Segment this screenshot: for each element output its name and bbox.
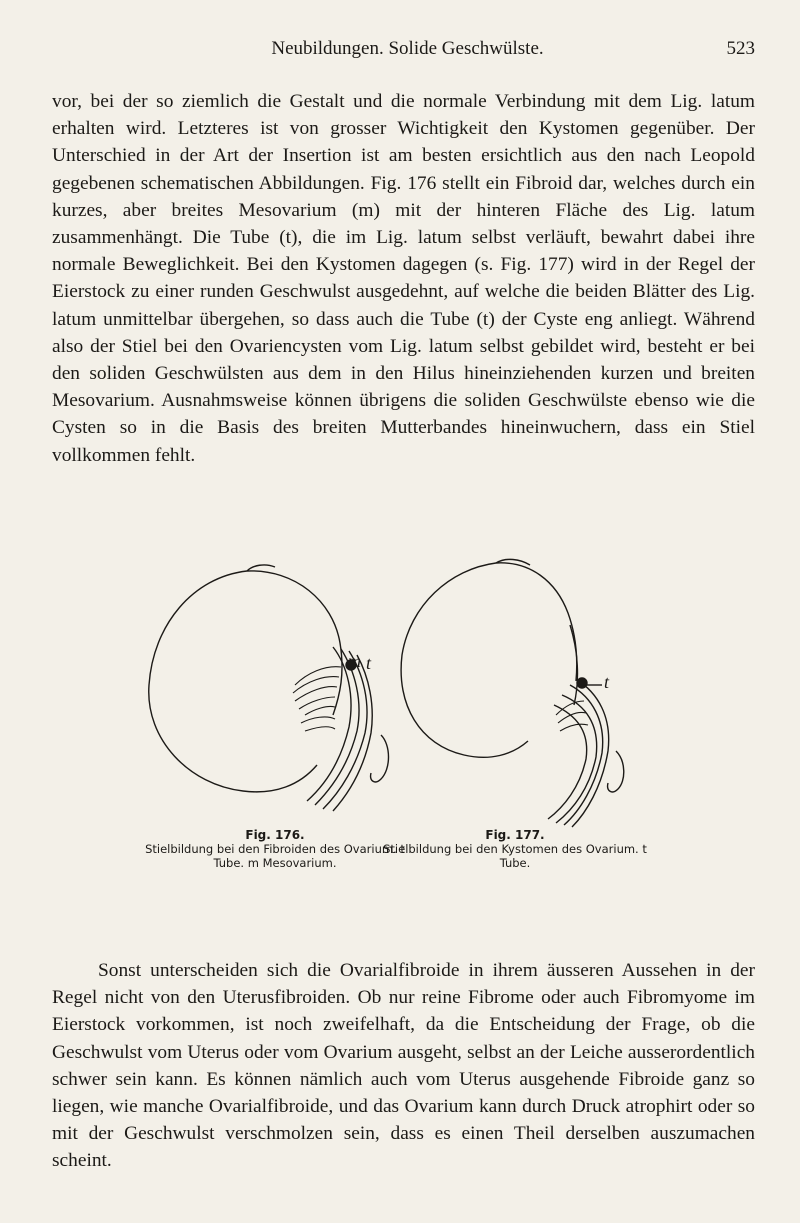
label-t: t <box>366 653 372 673</box>
body-paragraph-1 <box>52 88 755 469</box>
running-head-title: Neubildungen. Solide Geschwülste. <box>271 38 544 59</box>
figure-177-illustration <box>380 555 640 835</box>
figure-176-illustration <box>135 555 415 835</box>
label-t: t <box>604 672 610 692</box>
page-number: 523 <box>726 38 755 59</box>
figure-number: Fig. 177. <box>485 828 545 842</box>
running-head <box>60 38 755 68</box>
paragraph-text: Sonst unterscheiden sich die Ovarialfibroide in ihrem äusseren Aussehen in der Regel nicht von den Uterusfibroiden. Ob nur reine Fibrome oder auch Fibromyome im Eierstock vorkommen, ist noch zweifelhaft, da die Entscheidung der Frage, ob die Geschwulst vom Uterus oder vom Ovarium ausgeht, selbst an der Leiche ausserordentlich schwer sein kann. Es können nämlich auch vom Uterus ausgehende Fibroide ganz so liegen, wie manche Ovarialfibroide, und das Ovarium kann durch Druck atrophirt oder so mit der Geschwulst verschmolzen sein, dass es einen Theil derselben auszumachen scheint. <box>52 960 755 1172</box>
label-m: m <box>348 651 361 671</box>
paragraph-text: vor, bei der so ziemlich die Gestalt und die normale Verbindung mit dem Lig. latum erhalten wird. Letzteres ist von grosser Wichtigkeit den Kystomen gegenüber. Der Unterschied in der Art der Insertion ist am besten ersichtlich aus den nach Leopold gegebenen schematischen Abbildungen. Fig. 176 stellt ein Fibroid dar, welches durch ein kurzes, aber breites Mesovarium (m) mit der hinteren Fläche des Lig. latum zusammenhängt. Die Tube (t), die im Lig. latum selbst verläuft, bewahrt dabei ihre normale Beweglichkeit. Bei den Kystomen dagegen (s. Fig. 177) wird in der Regel der Eierstock zu einer runden Geschwulst ausgedehnt, auf welche die beiden Blätter des Lig. latum unmittelbar übergehen, so dass auch die Tube (t) der Cyste eng anliegt. Während also der Stiel bei den Ovariencysten vom Lig. latum selbst gebildet wird, besteht er bei den soliden Geschwülsten aus dem in den Hilus hineinziehenden kurzen und breiten Mesovarium. Ausnahmsweise können übrigens die soliden Geschwülste ebenso wie die Cysten so in die Basis des breiten Mutterbandes hineinwuchern, dass ein Stiel vollkommen fehlt. <box>52 91 755 466</box>
body-paragraph-2 <box>52 957 755 1175</box>
figure-number: Fig. 176. <box>245 828 305 842</box>
figure-177-caption <box>380 828 650 870</box>
caption-text: Stielbildung bei den Kystomen des Ovarium. t Tube. <box>383 842 647 870</box>
caption-text: Stielbildung bei den Fibroiden des Ovarium. t Tube. m Mesovarium. <box>145 842 405 870</box>
figure-176-caption <box>140 828 410 870</box>
